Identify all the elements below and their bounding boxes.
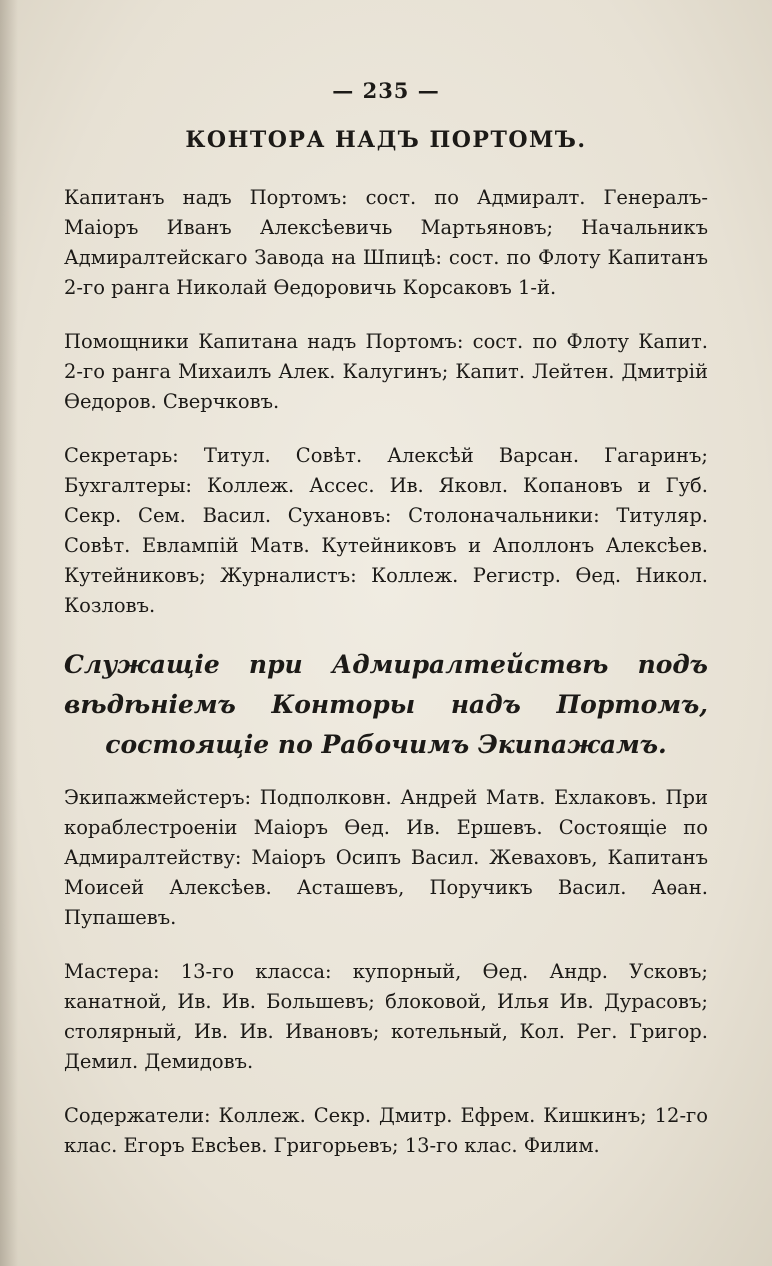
paragraph-assistants: Помощники Капитана надъ Портомъ: сост. по Флоту Капит. 2-го ранга Михаилъ Алек. Калугинъ; Капит. Лейтен. Дмитрій Ѳедоров. Сверчковъ. (64, 330, 708, 413)
paragraph-masters: Мастера: 13-го класса: купорный, Ѳед. Андр. Усковъ; канатной, Ив. Ив. Большевъ; блоковой, Илья Ив. Дурасовъ; столярный, Ив. Ив. Ивановъ; котельный, Кол. Рег. Григор. Демил. Демидовъ. (64, 960, 708, 1073)
page-edge-shadow (0, 0, 18, 1266)
paragraph-keepers: Содержатели: Коллеж. Секр. Дмитр. Ефрем. Кишкинъ; 12-го клас. Егоръ Евсѣев. Григорьевъ; 13-го клас. Филим. (64, 1104, 708, 1157)
paragraph-port-captain: Капитанъ надъ Портомъ: сост. по Адмиралт. Генералъ-Маіоръ Иванъ Алексѣевичь Мартьяновъ; Начальникъ Адмиралтейскаго Завода на Шпицѣ: сост. по Флоту Капитанъ 2-го ранга Николай Ѳедоровичь Корсаковъ 1-й. (64, 186, 708, 299)
section-title: КОНТОРА НАДЪ ПОРТОМЪ. (185, 127, 587, 153)
italic-subheading: Служащіе при Адмиралтействѣ подъ вѣдѣніемъ Конторы надъ Портомъ, состоящіе по Рабочимъ Экипажамъ. (64, 650, 708, 759)
paragraph-crew-master: Экипажмейстеръ: Подполковн. Андрей Матв. Ехлаковъ. При кораблестроеніи Маіоръ Ѳед. Ив. Ершевъ. Состоящіе по Адмиралтейству: Маіоръ Осипъ Васил. Жеваховъ, Капитанъ Моисей Алексѣев. Асташевъ, Поручикъ Васил. Аѳан. Пупашевъ. (64, 786, 708, 929)
paragraph-secretary: Секретарь: Титул. Совѣт. Алексѣй Варсан. Гагаринъ; Бухгалтеры: Коллеж. Ассес. Ив. Яковл. Копановъ и Губ. Секр. Сем. Васил. Сухановъ: Столоначальники: Титуляр. Совѣт. Евлампій Матв. Кутейниковъ и Аполлонъ Алексѣев. Кутейниковъ; Журналистъ: Коллеж. Регистр. Ѳед. Никол. Козловъ. (64, 444, 708, 617)
page-number: — 235 — (332, 78, 440, 103)
